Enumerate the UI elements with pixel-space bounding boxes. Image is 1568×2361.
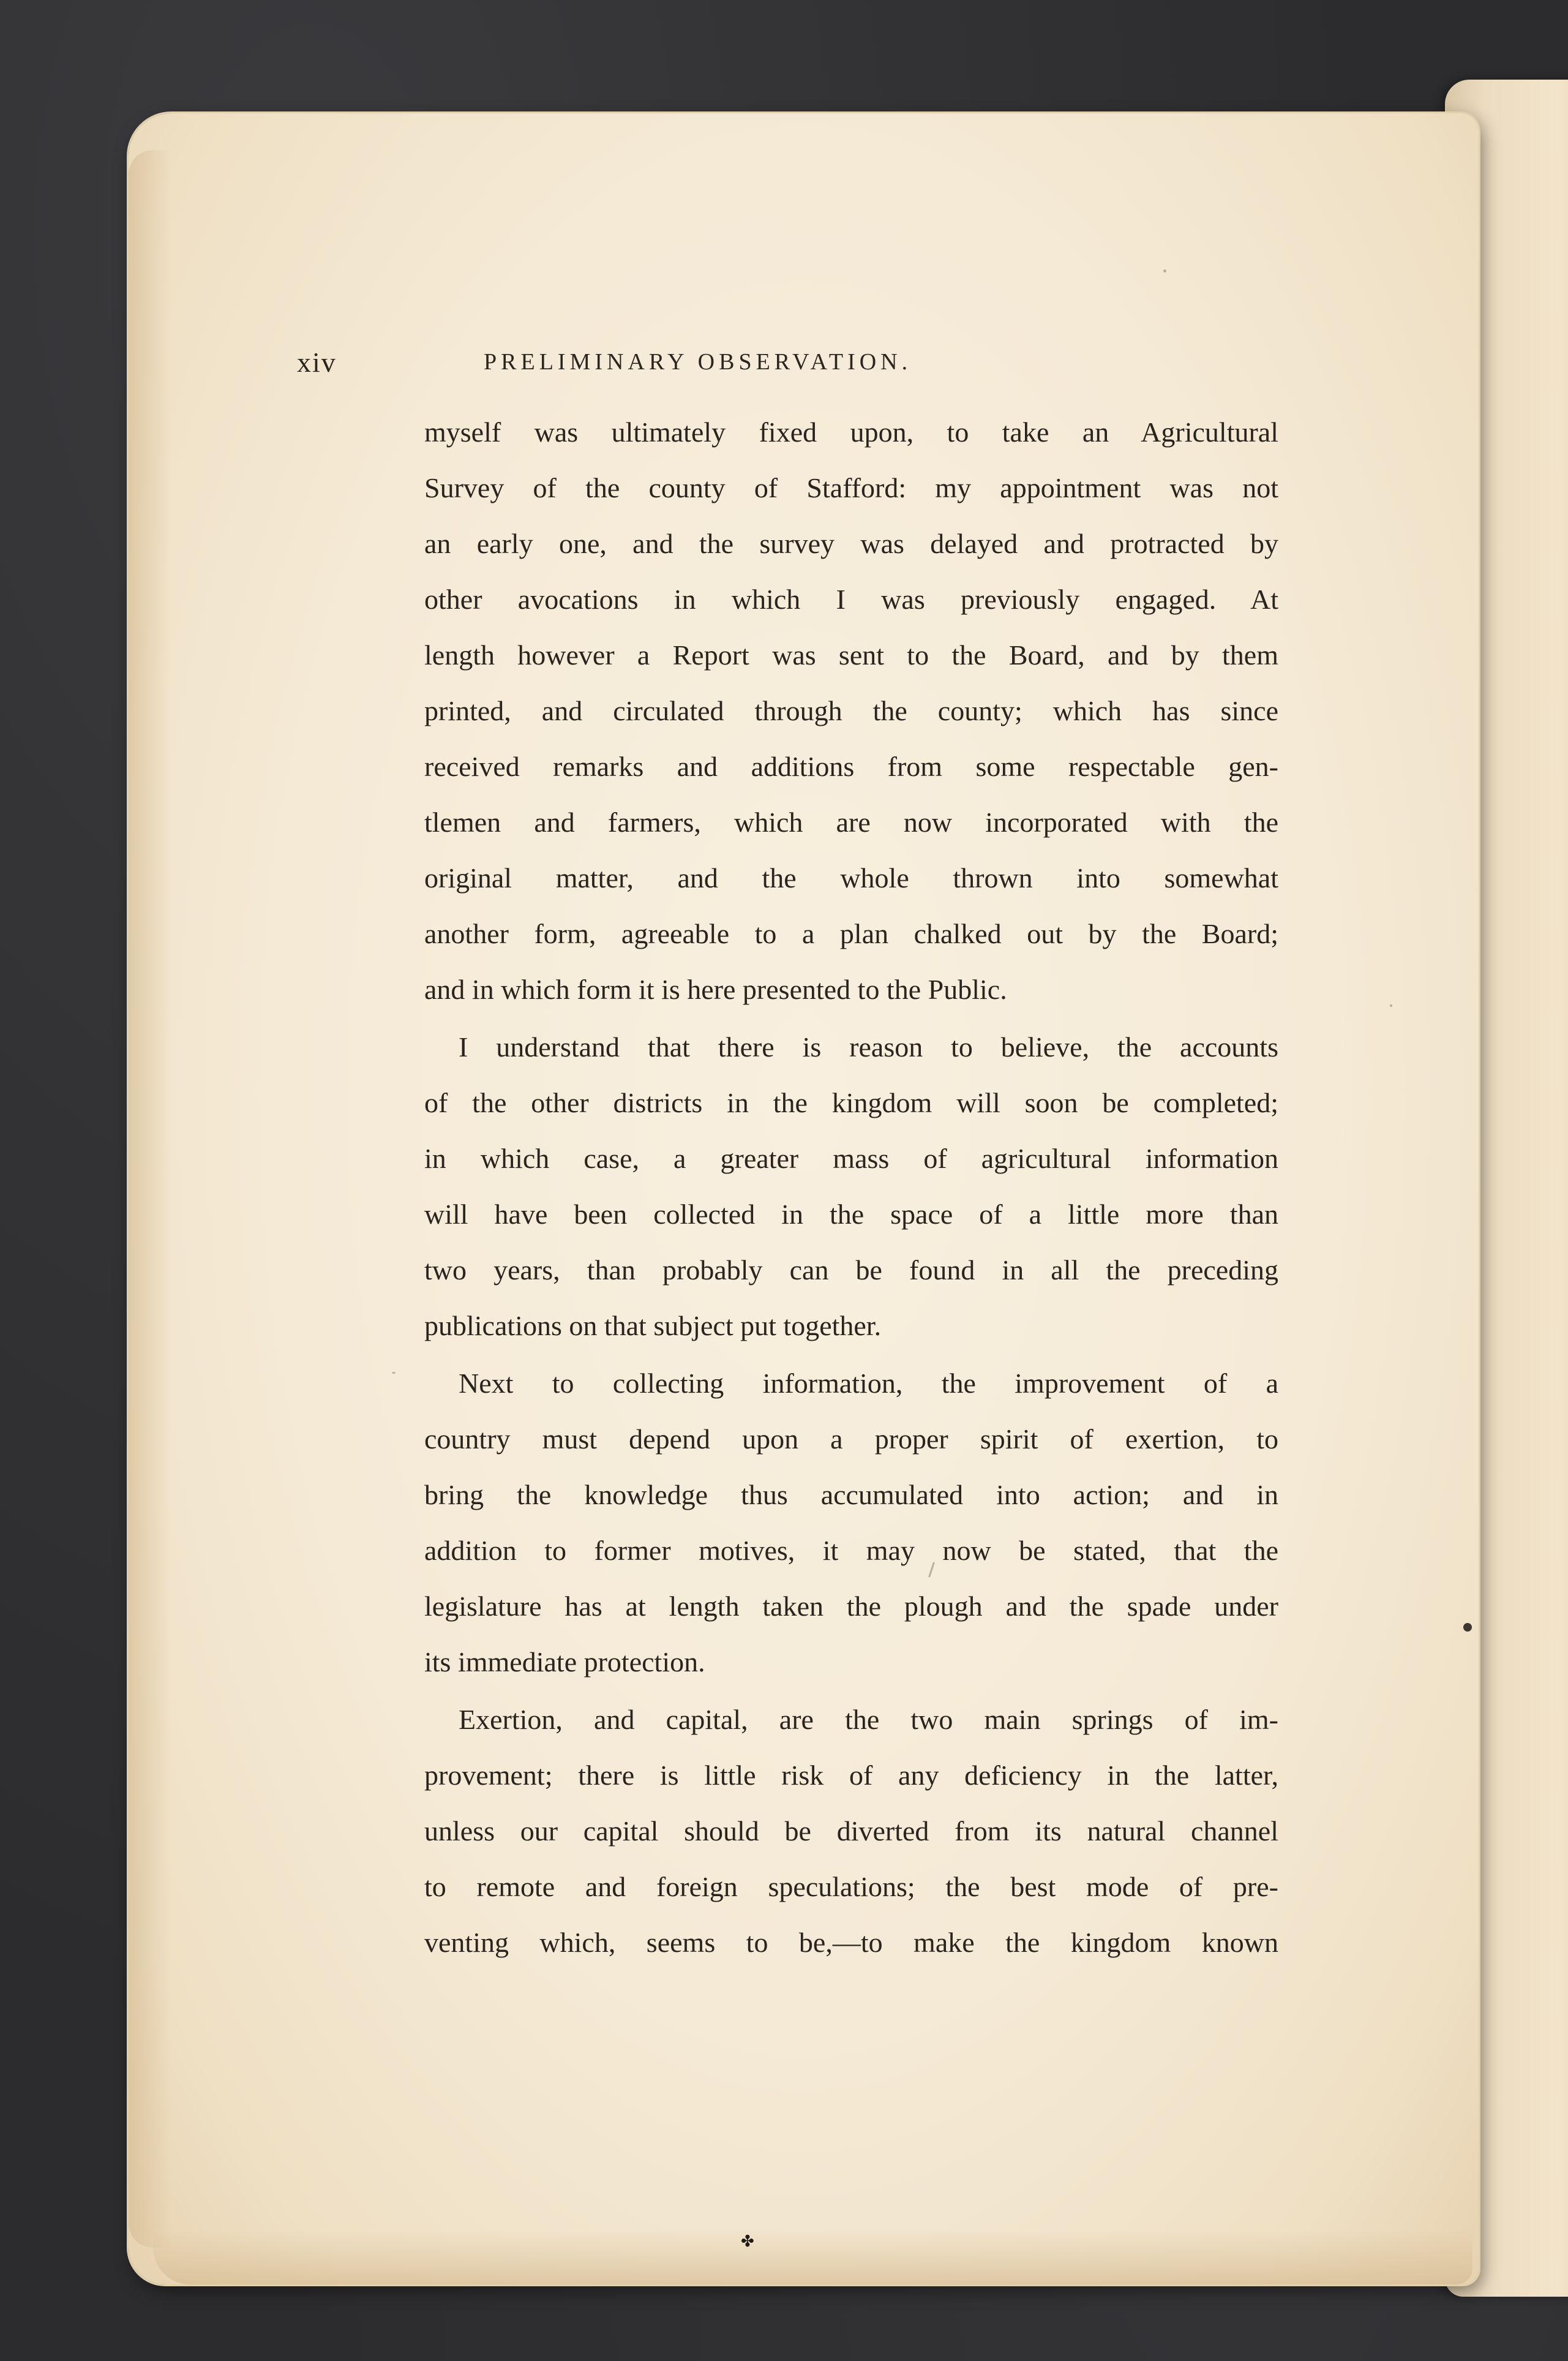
page-number: xiv (297, 347, 337, 378)
text-line: will have been collected in the space of a little more than (424, 1199, 1278, 1230)
text-line: addition to former motives, it may now be stated, that the (424, 1535, 1278, 1566)
text-line: another form, agreeable to a plan chalked out by the Board; (424, 918, 1278, 949)
text-line: and in which form it is here presented to the Public. (424, 974, 1007, 1005)
text-line: venting which, seems to be,—to make the kingdom known (424, 1927, 1278, 1958)
text-line: received remarks and additions from some respectable gen- (424, 751, 1278, 782)
text-line: legislature has at length taken the plough and the spade under (424, 1591, 1278, 1622)
text-line: length however a Report was sent to the Board, and by them (424, 639, 1278, 671)
text-line: original matter, and the whole thrown into somewhat (424, 862, 1278, 894)
text-line: an early one, and the survey was delayed and protracted by (424, 528, 1278, 559)
paragraph (424, 1692, 1278, 1970)
text-line: unless our capital should be diverted from its natural channel (424, 1815, 1278, 1847)
paper-speck (392, 1372, 396, 1374)
text-line: to remote and foreign speculations; the best mode of pre- (424, 1871, 1278, 1902)
text-line: myself was ultimately fixed upon, to take an Agricultural (424, 416, 1278, 448)
paper-speck (1390, 1004, 1392, 1007)
page-header (297, 346, 1277, 383)
text-line: of the other districts in the kingdom will soon be completed; (424, 1087, 1278, 1118)
text-line: its immediate protection. (424, 1646, 705, 1678)
text-line: country must depend upon a proper spirit of exertion, to (424, 1423, 1278, 1455)
text-line: tlemen and farmers, which are now incorporated with the (424, 807, 1278, 838)
page-edge-shading (153, 2229, 1472, 2284)
text-line: other avocations in which I was previously engaged. At (424, 584, 1278, 615)
paper-speck (1163, 269, 1166, 273)
paragraph (424, 404, 1278, 1017)
text-line: bring the knowledge thus accumulated into action; and in (424, 1479, 1278, 1510)
paragraph (424, 1355, 1278, 1690)
running-head: PRELIMINARY OBSERVATION. (484, 349, 912, 375)
text-line: Survey of the county of Stafford: my appointment was not (424, 472, 1278, 503)
text-line: publications on that subject put together. (424, 1310, 882, 1341)
page-edge-shading (129, 150, 171, 2248)
text-line: I understand that there is reason to believe, the accounts (459, 1031, 1278, 1063)
text-line: in which case, a greater mass of agricultural information (424, 1143, 1278, 1174)
body-text (424, 404, 1278, 1970)
paragraph (424, 1019, 1278, 1354)
text-line: printed, and circulated through the county; which has since (424, 695, 1278, 726)
paper-speck (1463, 1623, 1472, 1632)
text-line: Next to collecting information, the improvement of a (459, 1368, 1278, 1399)
text-line: two years, than probably can be found in all the preceding (424, 1254, 1278, 1286)
printer-mark (741, 2232, 754, 2239)
text-line: provement; there is little risk of any deficiency in the latter, (424, 1760, 1278, 1791)
text-line: Exertion, and capital, are the two main springs of im- (459, 1704, 1278, 1735)
